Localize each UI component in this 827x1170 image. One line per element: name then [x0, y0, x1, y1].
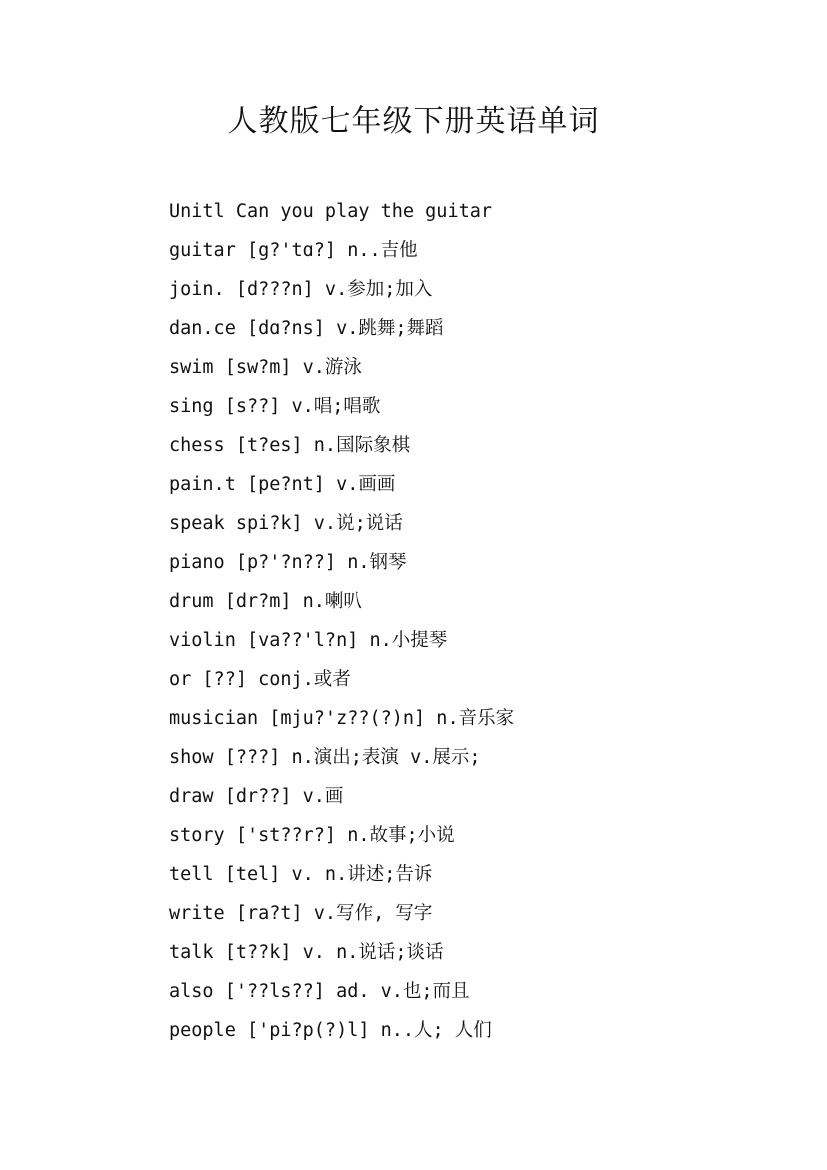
- vocab-entry: draw [dr??] v.画: [169, 786, 344, 807]
- vocab-entry: dan.ce [dɑ?ns] v.跳舞;舞蹈: [169, 318, 444, 339]
- vocab-entry: sing [s??] v.唱;唱歌: [169, 396, 381, 417]
- vocab-entry: write [ra?t] v.写作, 写字: [169, 903, 433, 924]
- vocab-entry: pain.t [pe?nt] v.画画: [169, 474, 396, 495]
- document-title: 人教版七年级下册英语单词: [227, 104, 600, 139]
- vocab-entry: talk [t??k] v. n.说话;谈话: [169, 942, 444, 963]
- vocab-entry: join. [d???n] v.参加;加入: [169, 279, 433, 300]
- vocab-entry: people ['pi?p(?)l] n..人; 人们: [169, 1020, 492, 1041]
- vocabulary-list: [169, 197, 789, 1055]
- vocab-entry: also ['??ls??] ad. v.也;而且: [169, 981, 470, 1002]
- vocab-entry: or [??] conj.或者: [169, 669, 351, 690]
- unit-heading: Unitl Can you play the guitar: [169, 201, 493, 222]
- vocab-entry: guitar [g?'tɑ?] n..吉他: [169, 240, 418, 261]
- vocab-entry: show [???] n.演出;表演 v.展示;: [169, 747, 481, 768]
- vocab-entry: musician [mju?'z??(?)n] n.音乐家: [169, 708, 515, 729]
- vocab-entry: story ['st??r?] n.故事;小说: [169, 825, 455, 846]
- vocab-entry: piano [p?'?n??] n.钢琴: [169, 552, 407, 573]
- vocab-entry: drum [dr?m] n.喇叭: [169, 591, 362, 612]
- vocab-entry: violin [va??'l?n] n.小提琴: [169, 630, 448, 651]
- vocab-entry: chess [t?es] n.国际象棋: [169, 435, 411, 456]
- vocab-entry: tell [tel] v. n.讲述;告诉: [169, 864, 433, 885]
- vocab-entry: swim [sw?m] v.游泳: [169, 357, 362, 378]
- vocab-entry: speak spi?k] v.说;说话: [169, 513, 403, 534]
